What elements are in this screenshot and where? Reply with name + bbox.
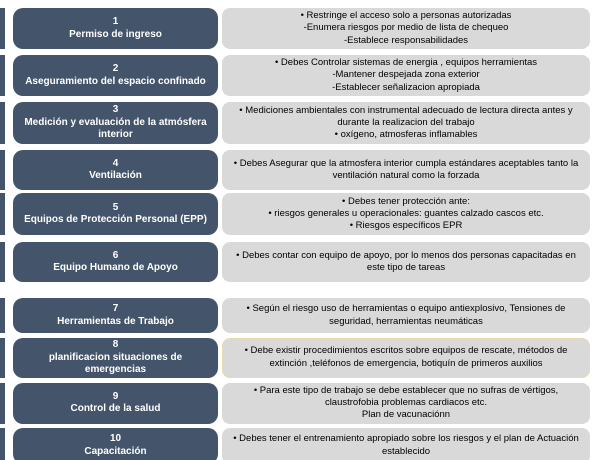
detail-box-9 xyxy=(222,383,590,424)
step-row-7 xyxy=(0,298,600,333)
step-title: planificacion situaciones de emergencias xyxy=(48,351,183,376)
step-row-2 xyxy=(0,55,600,96)
step-row-6 xyxy=(0,242,600,282)
detail-box-4 xyxy=(222,150,590,190)
detail-line: • Según el riesgo uso de herramientas o equipo antiexplosivo, Tensiones de seguridad, herramientas neumáticas xyxy=(246,303,566,327)
step-title: Herramientas de Trabajo xyxy=(57,315,174,327)
detail-line: -Enumera riesgos por medio de lista de chequeo xyxy=(303,22,509,34)
detail-line: • Restringe el acceso solo a personas autorizadas xyxy=(300,10,512,21)
step-box-9 xyxy=(13,383,218,424)
step-number: 9 xyxy=(112,390,119,402)
accent-bar xyxy=(0,102,5,144)
step-box-2 xyxy=(13,55,218,96)
step-title: Capacitación xyxy=(84,445,147,457)
detail-box-8 xyxy=(222,338,590,378)
detail-box-2 xyxy=(222,55,590,96)
step-box-10 xyxy=(13,428,218,460)
accent-bar xyxy=(0,383,5,424)
detail-line: • Debe existir procedimientos escritos sobre equipos de rescate, métodos de extinción ,teléfonos de emergencia, botiquín de primeros auxilios xyxy=(244,345,568,369)
step-number: 3 xyxy=(112,104,119,116)
step-title: Aseguramiento del espacio confinado xyxy=(25,75,206,87)
step-row-4 xyxy=(0,150,600,190)
step-title: Equipos de Protección Personal (EPP) xyxy=(24,214,207,226)
detail-line: -Establece responsabilidades xyxy=(343,34,469,46)
step-title: Ventilación xyxy=(89,170,142,182)
step-box-5 xyxy=(13,193,218,235)
detail-line: • Debes tener el entrenamiento apropiado sobre los riesgos y el plan de Actuación establecido xyxy=(233,433,579,457)
detail-line: • oxígeno, atmosferas inflamables xyxy=(334,129,478,141)
detail-box-7 xyxy=(222,298,590,333)
step-box-3 xyxy=(13,102,218,144)
step-box-6 xyxy=(13,242,218,282)
step-box-4 xyxy=(13,150,218,190)
detail-box-1 xyxy=(222,8,590,49)
accent-bar xyxy=(0,55,5,96)
step-row-9 xyxy=(0,383,600,424)
accent-bar xyxy=(0,338,5,378)
accent-bar xyxy=(0,193,5,235)
detail-line: • Debes contar con equipo de apoyo, por lo menos dos personas capacitadas en este tipo de tareas xyxy=(236,249,576,274)
step-box-1 xyxy=(13,8,218,49)
step-number: 2 xyxy=(112,63,119,75)
accent-bar xyxy=(0,428,5,460)
step-row-5 xyxy=(0,193,600,235)
detail-box-5 xyxy=(222,193,590,235)
detail-box-6 xyxy=(222,242,590,282)
step-number: 8 xyxy=(112,339,119,351)
detail-line: • Debes tener protección ante: xyxy=(342,195,470,207)
step-title: Medición y evaluación de la atmósfera interior xyxy=(24,116,207,141)
detail-line: • Debes Asegurar que la atmosfera interior cumpla estándares aceptables tanto la ventilación natural como la forzada xyxy=(233,157,579,182)
detail-line: -Establecer señalizacion apropiada xyxy=(332,81,480,93)
step-row-10 xyxy=(0,428,600,460)
accent-bar xyxy=(0,242,5,282)
detail-line: Plan de vacunaciónn xyxy=(361,409,451,421)
step-row-3 xyxy=(0,102,600,144)
detail-line: • Debes Controlar sistemas de energia , equipos herramientas xyxy=(274,57,538,69)
detail-line: -Mantener despejada zona exterior xyxy=(332,69,480,81)
step-row-1 xyxy=(0,8,600,49)
detail-line: • Riesgos específicos EPR xyxy=(349,220,463,232)
accent-bar xyxy=(0,298,5,333)
detail-box-3 xyxy=(222,102,590,144)
detail-line: • Mediciones ambientales con instrumental adecuado de lectura directa antes y durante la realizacion del trabajo xyxy=(239,104,573,128)
step-row-8 xyxy=(0,338,600,378)
step-number: 5 xyxy=(112,201,119,213)
step-box-7 xyxy=(13,298,218,333)
accent-bar xyxy=(0,150,5,190)
detail-line: • riesgos generales u operacionales: guantes calzado cascos etc. xyxy=(268,207,544,219)
step-number: 7 xyxy=(112,303,119,315)
step-title: Permiso de ingreso xyxy=(69,28,162,40)
step-box-8 xyxy=(13,338,218,378)
step-title: Equipo Humano de Apoyo xyxy=(53,262,178,274)
step-number: 1 xyxy=(112,16,119,28)
detail-line: • Para este tipo de trabajo se debe establecer que no sufras de vértigos, claustrofobia problemas cardiacos etc. xyxy=(253,384,559,408)
step-number: 10 xyxy=(109,433,122,445)
step-title: Control de la salud xyxy=(70,403,161,415)
step-number: 4 xyxy=(112,157,119,169)
step-number: 6 xyxy=(112,249,119,261)
detail-box-10 xyxy=(222,428,590,460)
accent-bar xyxy=(0,8,5,49)
